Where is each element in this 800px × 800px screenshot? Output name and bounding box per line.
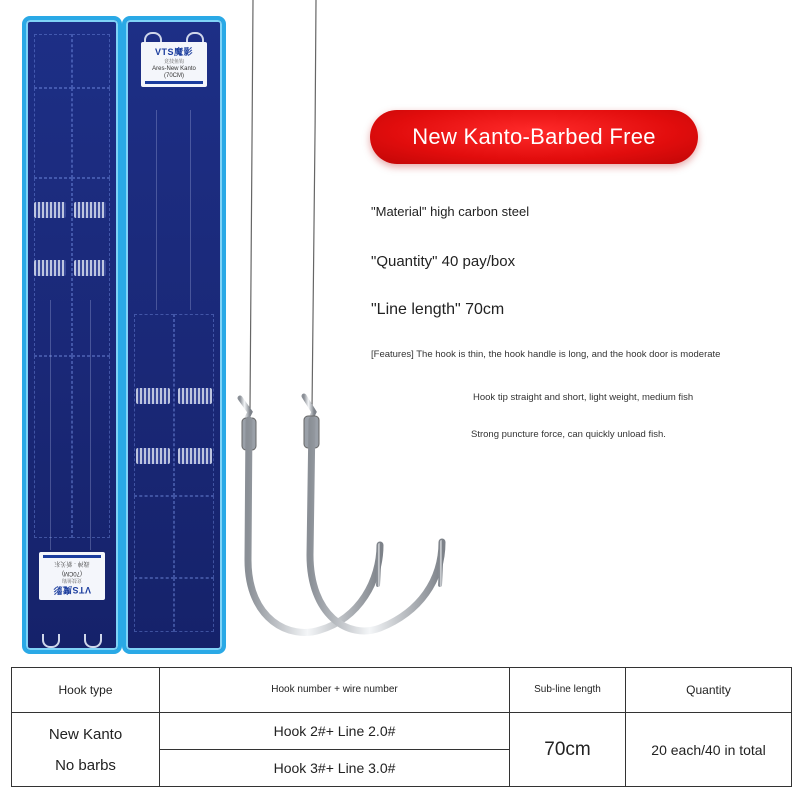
leader-line xyxy=(50,300,51,550)
box-brand: VTS魔影 xyxy=(154,47,193,57)
header-sub-line-length: Sub-line length xyxy=(510,668,626,713)
box-length-tag: (70CM) xyxy=(163,73,184,79)
box-sub: 竞技鱼钩 xyxy=(62,577,83,583)
cell-quantity: 20 each/40 in total xyxy=(626,713,792,787)
box-label-left xyxy=(39,552,105,600)
grid-cell xyxy=(134,578,174,632)
fishing-line xyxy=(312,0,316,410)
box-sub: 竞技鱼钩 xyxy=(163,59,184,65)
feature-text-1: [Features] The hook is thin, the hook handle is long, and the hook door is moderate xyxy=(371,349,721,360)
grid-cell xyxy=(72,88,110,178)
cell-hook-spec-1: Hook 2#+ Line 2.0# xyxy=(160,713,510,750)
box-model: Ares-New Kanto xyxy=(152,66,196,72)
table-row xyxy=(12,713,792,750)
grid-cell xyxy=(174,578,214,632)
cell-hook-spec-2: Hook 3#+ Line 3.0# xyxy=(160,750,510,787)
grid-cell xyxy=(72,34,110,88)
hook-coil xyxy=(178,388,212,404)
spec-quantity: "Quantity" 40 pay/box xyxy=(371,253,516,270)
grid-cell xyxy=(34,88,72,178)
hook-type-name: New Kanto xyxy=(48,725,123,743)
headline-banner xyxy=(370,110,698,164)
hook-box-left xyxy=(22,16,122,654)
leader-line xyxy=(90,300,91,550)
cell-hook-type xyxy=(12,713,160,787)
hook-point xyxy=(440,542,442,585)
grid-cell xyxy=(34,356,72,538)
hook-coil xyxy=(74,260,106,276)
grid-cell xyxy=(134,314,174,496)
feature-text-2: Hook tip straight and short, light weight, medium fish xyxy=(473,392,694,403)
box-brand: VTS魔影 xyxy=(53,585,92,595)
spec-line-length: "Line length" 70cm xyxy=(371,301,505,318)
table-header-row xyxy=(12,668,792,713)
hook-coil xyxy=(136,448,170,464)
hook-bend xyxy=(310,420,442,631)
hook-illustration xyxy=(220,0,470,660)
grid-cell xyxy=(174,314,214,496)
hook-coil xyxy=(178,448,212,464)
grid-cell xyxy=(134,496,174,578)
spec-material: "Material" high carbon steel xyxy=(371,204,530,219)
box-clip xyxy=(84,634,102,648)
box-model-cn: 战神 · 新关东 xyxy=(54,560,90,566)
header-quantity: Quantity xyxy=(626,668,792,713)
headline-text: New Kanto-Barbed Free xyxy=(412,124,656,149)
box-clip xyxy=(42,634,60,648)
grid-cell xyxy=(174,496,214,578)
hook-coil xyxy=(34,260,66,276)
cell-sub-line-length: 70cm xyxy=(510,713,626,787)
spec-table xyxy=(11,667,792,787)
feature-text-3: Strong puncture force, can quickly unload fish. xyxy=(471,429,666,440)
header-hook-type: Hook type xyxy=(12,668,160,713)
box-arrow xyxy=(43,555,101,558)
header-hook-number: Hook number + wire number xyxy=(160,668,510,713)
hook-coil xyxy=(34,202,66,218)
box-grid xyxy=(34,34,110,636)
hook-point xyxy=(378,545,380,585)
box-length-tag: (70CM) xyxy=(62,570,83,576)
fishing-line xyxy=(250,0,253,410)
hook-coil xyxy=(74,202,106,218)
hook-type-barb: No barbs xyxy=(55,756,116,774)
grid-cell xyxy=(72,356,110,538)
hook-coil xyxy=(136,388,170,404)
grid-cell xyxy=(34,34,72,88)
box-grid xyxy=(134,34,214,636)
hook-box-right xyxy=(122,16,226,654)
